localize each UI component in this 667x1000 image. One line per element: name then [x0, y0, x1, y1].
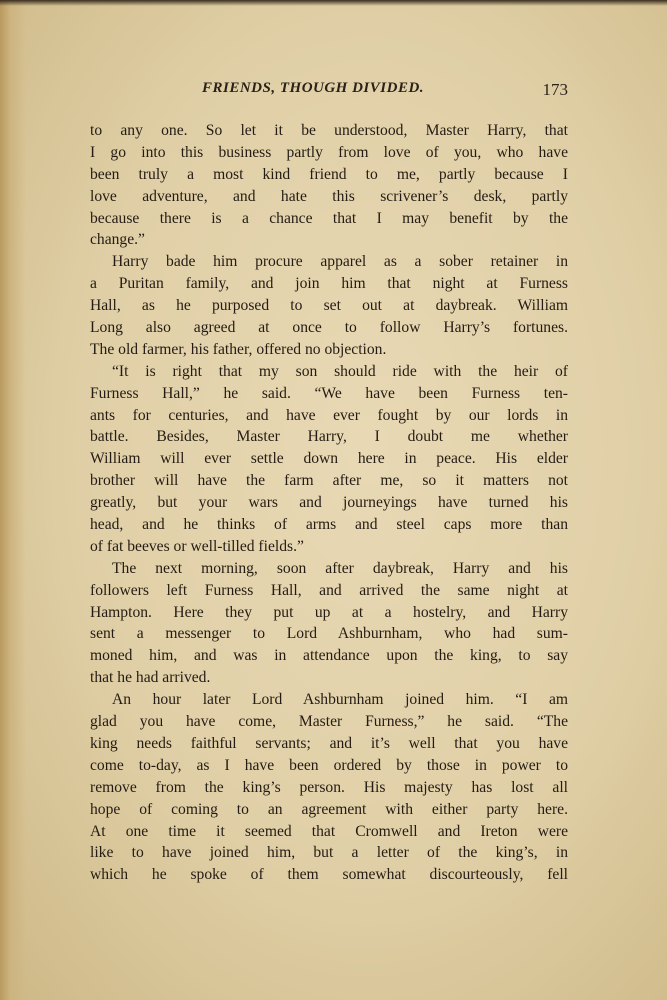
- text-line: a Puritan family, and join him that night at Furness: [90, 275, 568, 293]
- text-line: Hall, as he purposed to set out at daybreak. William: [90, 297, 568, 315]
- text-line: ants for centuries, and have ever fought by our lords in: [90, 406, 568, 424]
- text-line: like to have joined him, but a letter of the king’s, in: [90, 844, 568, 862]
- text-line: hope of coming to an agreement with either party here.: [90, 800, 568, 818]
- page-number: 173: [542, 80, 568, 99]
- text-line: The next morning, soon after daybreak, Harry and his: [112, 559, 568, 577]
- text-line: king needs faithful servants; and it’s well that you have: [90, 734, 568, 752]
- text-line: head, and he thinks of arms and steel caps more than: [90, 516, 568, 534]
- text-line: remove from the king’s person. His majesty has lost all: [90, 778, 568, 796]
- text-line: of fat beeves or well-tilled fields.”: [90, 537, 304, 555]
- text-line: change.”: [90, 231, 145, 249]
- text-line: because there is a chance that I may benefit by the: [90, 209, 568, 227]
- text-line: which he spoke of them somewhat discourteously, fell: [90, 866, 568, 884]
- text-line: glad you have come, Master Furness,” he said. “The: [90, 713, 568, 731]
- text-line: that he had arrived.: [90, 669, 211, 687]
- text-line: “It is right that my son should ride with the heir of: [112, 362, 568, 380]
- text-line: brother will have the farm after me, so it matters not: [90, 472, 568, 490]
- text-line: Hampton. Here they put up at a hostelry, and Harry: [90, 603, 568, 621]
- body-text: [90, 120, 568, 886]
- text-line: William will ever settle down here in peace. His elder: [90, 450, 568, 468]
- page-header: [90, 80, 574, 104]
- text-line: Long also agreed at once to follow Harry’s fortunes.: [90, 319, 568, 337]
- text-line: At one time it seemed that Cromwell and Ireton were: [90, 822, 568, 840]
- text-line: greatly, but your wars and journeyings have turned his: [90, 494, 568, 512]
- running-head: FRIENDS, THOUGH DIVIDED.: [202, 80, 425, 96]
- text-line: Furness Hall,” he said. “We have been Furness ten-: [90, 384, 568, 402]
- text-line: come to-day, as I have been ordered by those in power to: [90, 756, 568, 774]
- text-line: to any one. So let it be understood, Master Harry, that: [90, 122, 568, 139]
- text-line: been truly a most kind friend to me, partly because I: [90, 165, 568, 183]
- spine-shadow: [0, 0, 26, 1000]
- text-line: followers left Furness Hall, and arrived the same night at: [90, 581, 568, 599]
- text-line: I go into this business partly from love of you, who have: [90, 143, 568, 161]
- text-line: sent a messenger to Lord Ashburnham, who had sum-: [90, 625, 568, 643]
- text-line: An hour later Lord Ashburnham joined him. “I am: [112, 691, 568, 709]
- text-line: battle. Besides, Master Harry, I doubt me whether: [90, 428, 568, 446]
- page-top-edge: [0, 0, 667, 6]
- text-line: The old farmer, his father, offered no objection.: [90, 340, 387, 358]
- text-line: love adventure, and hate this scrivener’s desk, partly: [90, 187, 568, 205]
- text-line: moned him, and was in attendance upon the king, to say: [90, 647, 568, 665]
- text-line: Harry bade him procure apparel as a sober retainer in: [112, 253, 568, 271]
